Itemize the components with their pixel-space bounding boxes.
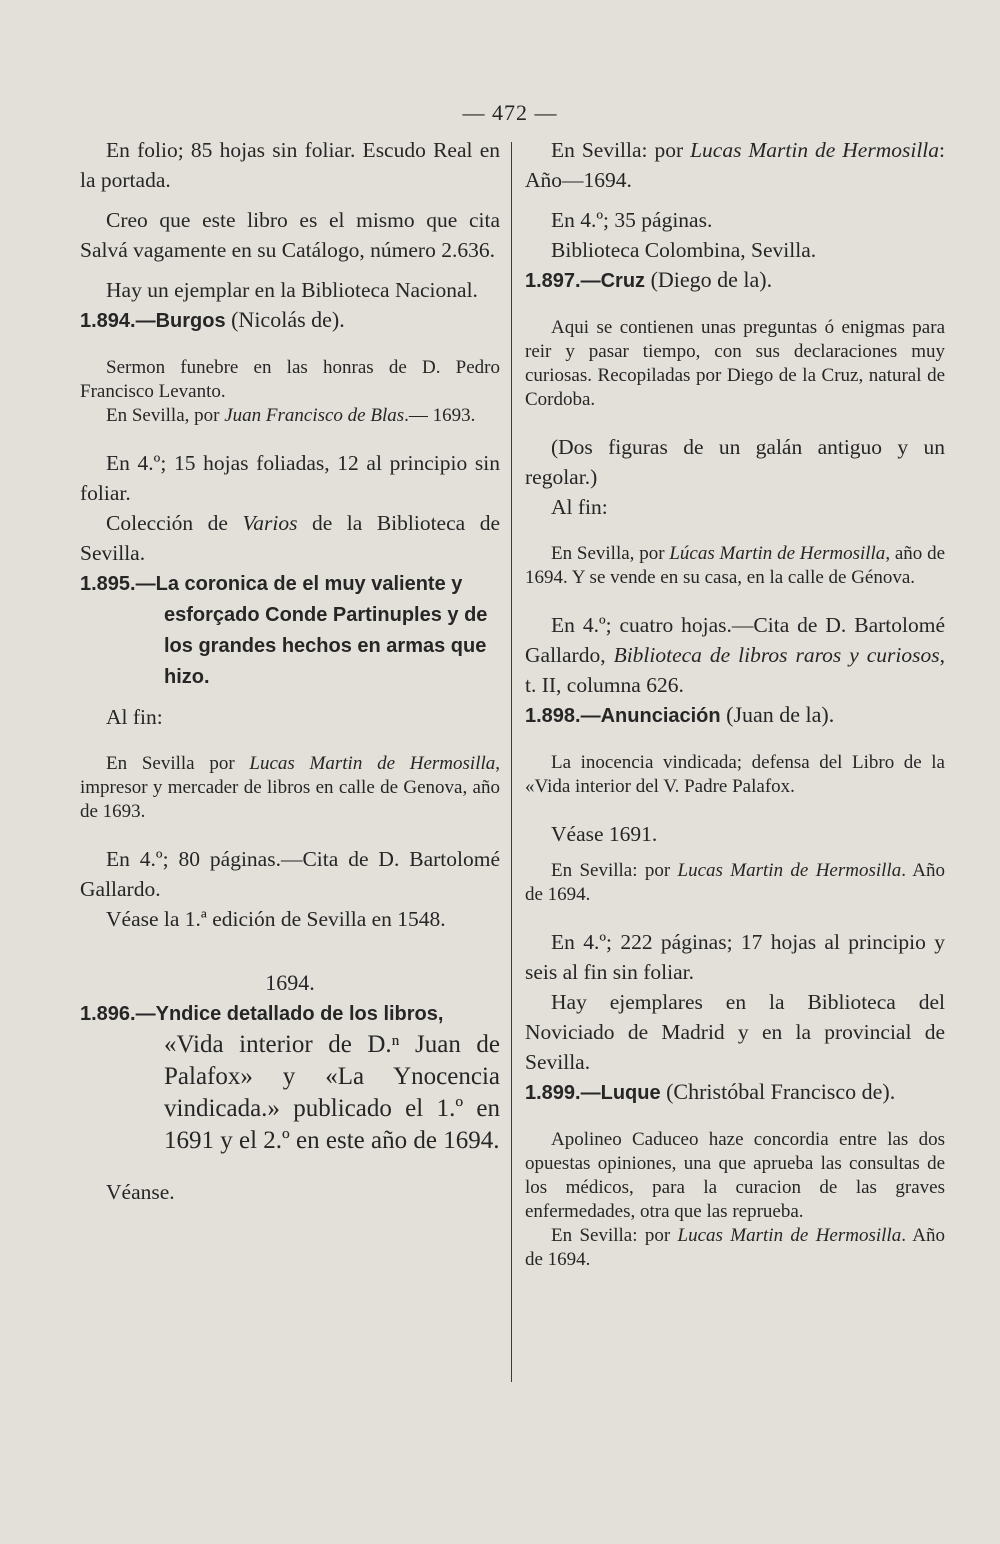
year-heading: 1694. [265,970,315,995]
entry-number: 1.899.— [525,1082,601,1104]
right-column [525,135,945,1272]
paragraph: Hay un ejemplar en la Biblioteca Nacional. [106,278,478,302]
page-number: — 472 — [462,100,558,125]
paragraph: Véase 1691. [551,822,658,846]
entry-number: 1.896.— [80,1003,156,1025]
entry-heading-1897 [525,265,945,296]
entry-author: Anunciación [600,705,721,727]
paragraph: En Sevilla, por Lúcas Martin de Hermosilla, año de 1694. Y se vende en su casa, en la calle de Génova. [525,543,946,588]
paragraph: Aqui se contienen unas preguntas ó enigmas para reir y pasar tiempo, con sus declaraciones muy curiosas. Recopiladas por Diego de la Cruz, natural de Cordoba. [525,317,945,410]
paragraph: En Sevilla: por Lucas Martin de Hermosilla. Año de 1694. [525,860,945,905]
paragraph: En 4.º; 222 páginas; 17 hojas al principio y seis al fin sin foliar. [525,930,945,984]
entry-author-rest: (Nicolás de). [225,307,345,332]
entry-number: 1.895.— [80,573,156,595]
paragraph: Creo que este libro es el mismo que cita Salvá vagamente en su Catálogo, número 2.636. [80,208,500,262]
paragraph: Biblioteca Colombina, Sevilla. [551,238,817,262]
entry-heading-1898 [525,700,945,731]
entry-heading-1896 [80,998,500,1029]
entry-author: Burgos [155,310,226,332]
paragraph: En Sevilla, por Juan Francisco de Blas.— 1693. [106,405,476,426]
entry-author-rest: (Diego de la). [645,267,773,292]
left-column [80,135,500,1207]
paragraph: Sermon funebre en las honras de D. Pedro Francisco Levanto. [80,357,500,402]
paragraph: En Sevilla por Lucas Martin de Hermosilla, impresor y mercader de libros en calle de Genova, año de 1693. [80,753,500,822]
al-fin-label: Al fin: [106,705,163,729]
paragraph: La inocencia vindicada; defensa del Libro de la «Vida interior del V. Padre Palafox. [525,752,945,797]
entry-heading-1894 [80,305,500,336]
paragraph: Apolineo Caduceo haze concordia entre las dos opuestas opiniones, una que aprueba las consultas de los médicos, para la curacion de las graves enfermedades, otra que las reprueba. [525,1129,945,1222]
paragraph: En 4.º; 80 páginas.—Cita de D. Bartolomé Gallardo. [80,847,500,901]
paragraph: Colección de Varios de la Biblioteca de Sevilla. [80,511,500,565]
paragraph: En folio; 85 hojas sin foliar. Escudo Real en la portada. [80,138,500,192]
paragraph: En Sevilla: por Lucas Martin de Hermosilla: Año—1694. [525,138,946,192]
paragraph: (Dos figuras de un galán antiguo y un regolar.) [525,435,945,489]
paragraph: En 4.º; cuatro hojas.—Cita de D. Bartolomé Gallardo, Biblioteca de libros raros y curiosos, t. II, columna 626. [525,613,945,697]
entry-title: Yndice detallado de los libros, [155,1003,444,1025]
entry-heading-1895 [80,568,500,692]
entry-title: La coronica de el muy valiente y esforçado Conde Partinuples y de los grandes hechos en armas que hizo. [155,573,488,688]
paragraph: En 4.º; 15 hojas foliadas, 12 al principio sin foliar. [80,451,500,505]
entry-author-rest: (Juan de la). [720,702,835,727]
entry-number: 1.894.— [80,310,156,332]
entry-author: Luque [600,1082,661,1104]
entry-number: 1.897.— [525,270,601,292]
entry-title-continued: «Vida interior de D.ⁿ Juan de Palafox» y «La Ynocencia vindicada.» publicado el 1.º en 1691 y el 2.º en este año de 1694. [164,1031,500,1154]
paragraph: Véase la 1.ª edición de Sevilla en 1548. [106,907,446,931]
column-divider [511,142,512,1382]
veanse-label: Véanse. [106,1180,175,1204]
paragraph: Hay ejemplares en la Biblioteca del Noviciado de Madrid y en la provincial de Sevilla. [525,990,945,1074]
entry-heading-1899 [525,1077,945,1108]
entry-number: 1.898.— [525,705,601,727]
paragraph: En 4.º; 35 páginas. [551,208,713,232]
paragraph: En Sevilla: por Lucas Martin de Hermosilla. Año de 1694. [525,1225,945,1270]
entry-author-rest: (Christóbal Francisco de). [660,1079,896,1104]
al-fin-label: Al fin: [551,495,608,519]
entry-author: Cruz [600,270,646,292]
